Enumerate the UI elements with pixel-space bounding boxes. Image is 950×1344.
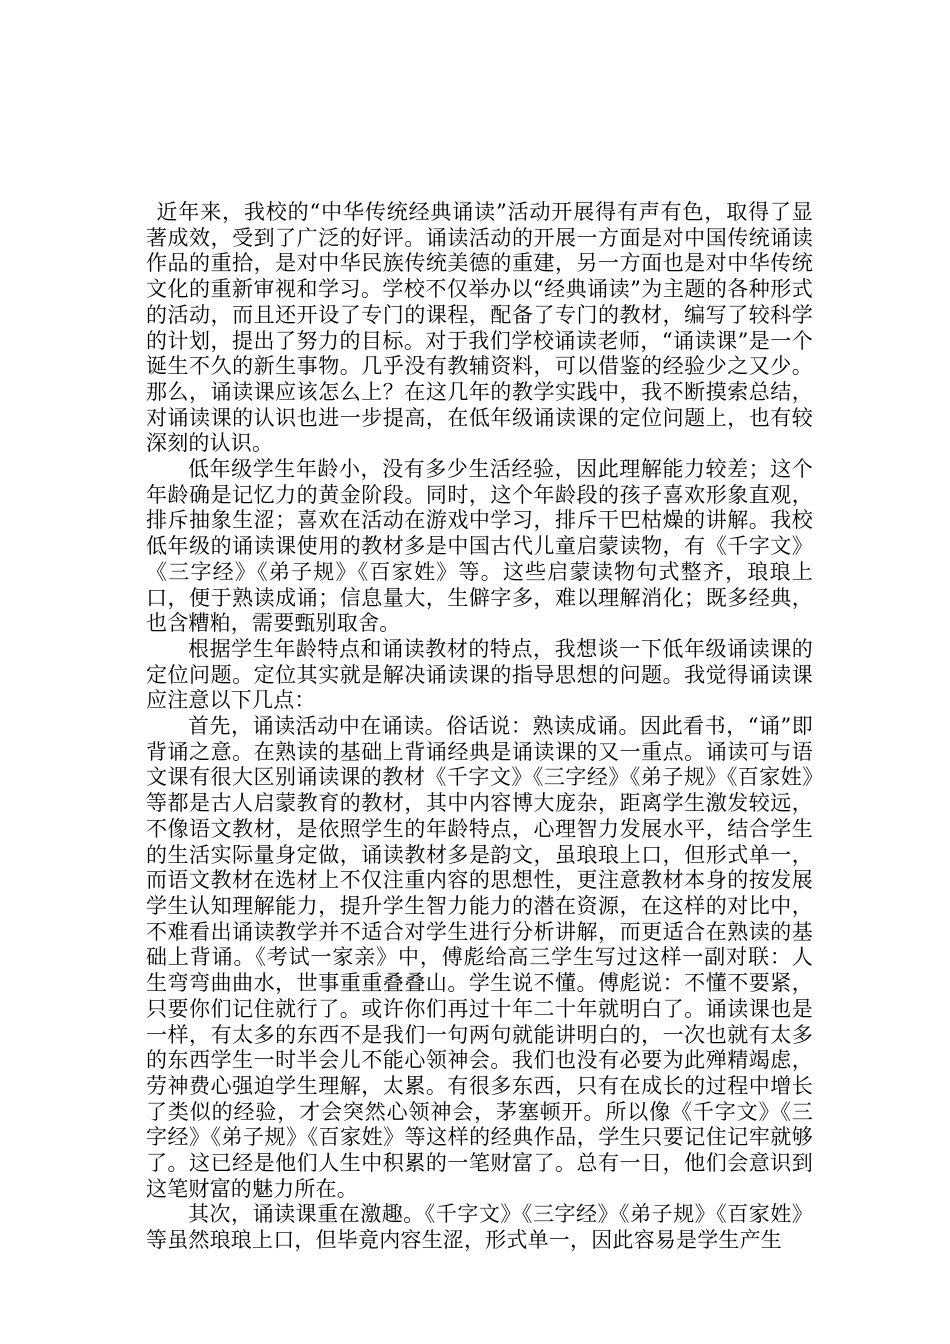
paragraph-first-point: 首先，诵读活动中在诵读。俗话说：熟读成诵。因此看书，“诵”即背诵之意。在熟读的基础上背诵经典是诵读课的又一重点。诵读可与语文课有很大区别诵读课的教材《千字文》《三字经》《弟子规》《百家姓》等都是古人启蒙教育的教材，其中内容博大庞杂，距离学生激发较远，不像语文教材，是依照学生的年龄特点，心理智力发展水平，结合学生的生活实际量身定做，诵读教材多是韵文，虽琅琅上口，但形式单一，而语文教材在选材上不仅注重内容的思想性，更注意教材本身的按发展学生认知理解能力，提升学生智力能力的潜在资源，在这样的对比中，不难看出诵读教学并不适合对学生进行分析讲解，而更适合在熟读的基础上背诵。《考试一家亲》中，傅彪给高三学生写过这样一副对联：人生弯弯曲曲水，世事重重叠叠山。学生说不懂。傅彪说：不懂不要紧，只要你们记住就行了。或许你们再过十年二十年就明白了。诵读课也是一样，有太多的东西不是我们一句两句就能讲明白的，一次也就有太多的东西学生一时半会儿不能心领神会。我们也没有必要为此殚精竭虑，劳神费心强迫学生理解，太累。有很多东西，只有在成长的过程中增长了类似的经验，才会突然心领神会，茅塞顿开。所以像《千字文》《三字经》《弟子规》《百家姓》等这样的经典作品，学生只要记住记牢就够了。这已经是他们人生中积累的一笔财富了。总有一日，他们会意识到这笔财富的魅力所在。	[146, 714, 813, 1201]
document-body	[146, 200, 813, 1254]
paragraph-positioning: 根据学生年龄特点和诵读教材的特点，我想谈一下低年级诵读课的定位问题。定位其实就是解决诵读课的指导思想的问题。我觉得诵读课应注意以下几点：	[146, 636, 813, 713]
paragraph-second-point: 其次，诵读课重在激趣。《千字文》《三字经》《弟子规》《百家姓》等虽然琅琅上口，但毕竟内容生涩，形式单一，因此容易是学生产生	[146, 1202, 813, 1253]
paragraph-intro: 近年来，我校的“中华传统经典诵读”活动开展得有声有色，取得了显著成效，受到了广泛的好评。诵读活动的开展一方面是对中国传统诵读作品的重拾，是对中华民族传统美德的重建，另一方面也是对中华传统文化的重新审视和学习。学校不仅举办以“经典诵读”为主题的各种形式的活动，而且还开设了专门的课程，配备了专门的教材，编写了较科学的计划，提出了努力的目标。对于我们学校诵读老师，“诵读课”是一个诞生不久的新生事物。几乎没有教辅资料，可以借鉴的经验少之又少。那么，诵读课应该怎么上？在这几年的教学实践中，我不断摸索总结，对诵读课的认识也进一步提高，在低年级诵读课的定位问题上，也有较深刻的认识。	[146, 200, 813, 456]
paragraph-student-traits: 低年级学生年龄小，没有多少生活经验，因此理解能力较差；这个年龄确是记忆力的黄金阶段。同时，这个年龄段的孩子喜欢形象直观，排斥抽象生涩；喜欢在活动在游戏中学习，排斥干巴枯燥的讲解。我校低年级的诵读课使用的教材多是中国古代儿童启蒙读物，有《千字文》《三字经》《弟子规》《百家姓》等。这些启蒙读物句式整齐，琅琅上口，便于熟读成诵；信息量大，生僻字多，难以理解消化；既多经典，也含糟粕，需要甄别取舍。	[146, 457, 813, 636]
